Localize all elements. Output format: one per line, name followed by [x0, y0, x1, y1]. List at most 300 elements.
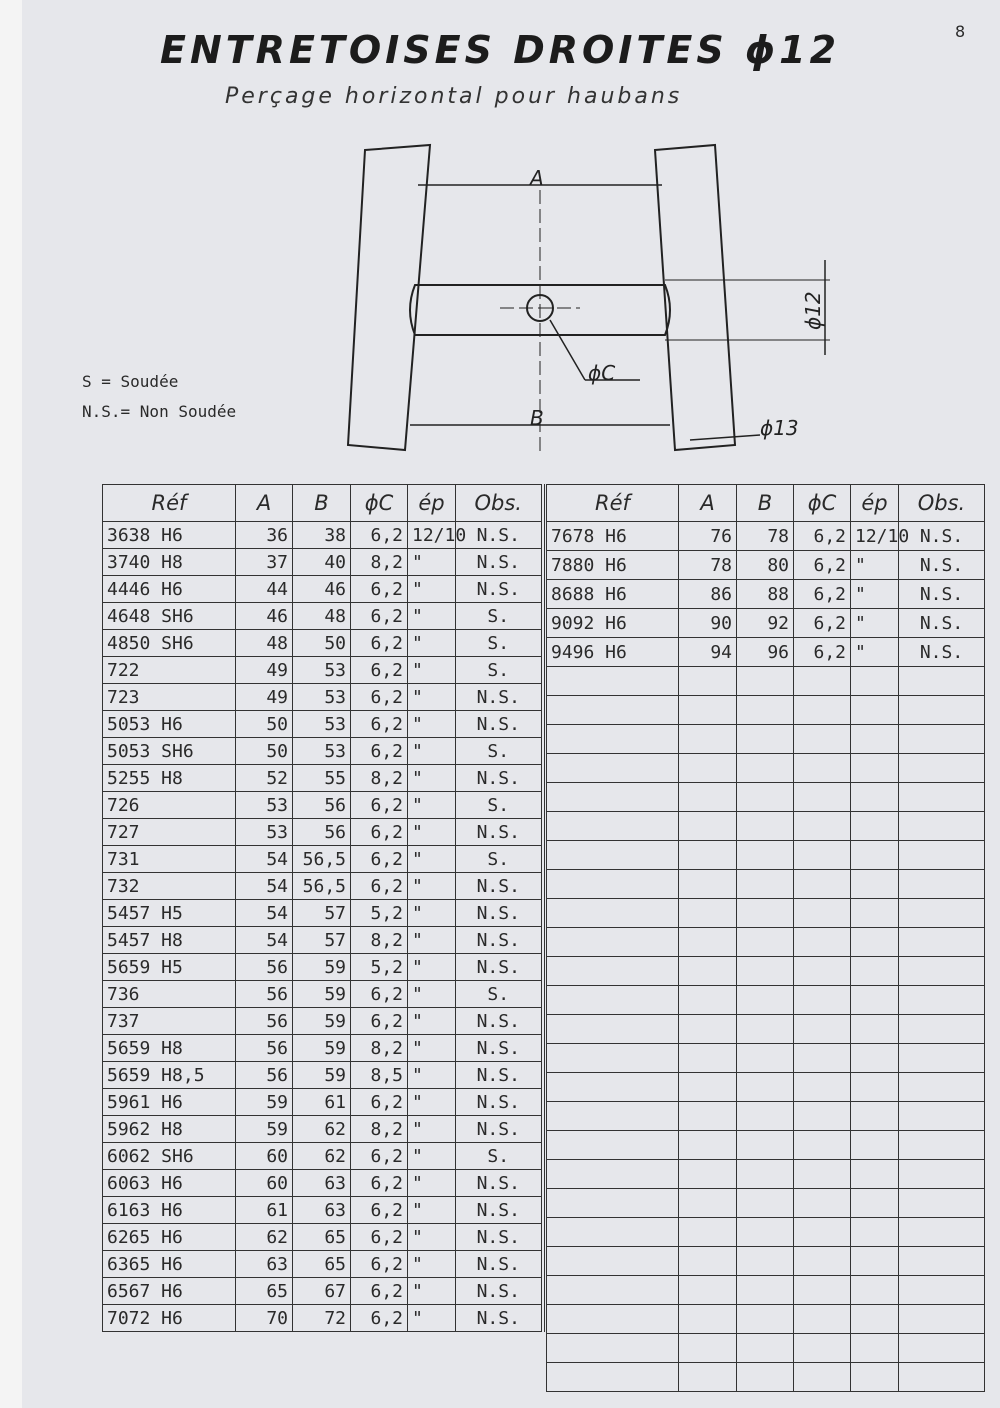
cell-a: 56 — [236, 954, 293, 981]
cell-phi-c: 6,2 — [351, 738, 408, 765]
cell-ref: 723 — [103, 684, 236, 711]
cell-phi-c — [794, 1073, 851, 1102]
cell-obs: N.S. — [899, 551, 985, 580]
table-row — [547, 696, 985, 725]
cell-b: 78 — [737, 522, 794, 551]
cell-a — [679, 783, 737, 812]
cell-ref: 7880 H6 — [547, 551, 679, 580]
cell-b: 59 — [293, 1035, 351, 1062]
cell-ep: " — [408, 927, 456, 954]
cell-phi-c: 8,2 — [351, 927, 408, 954]
cell-phi-c — [794, 1189, 851, 1218]
cell-phi-c: 6,2 — [794, 580, 851, 609]
cell-ref: 3638 H6 — [103, 522, 236, 549]
cell-phi-c: 6,2 — [351, 1170, 408, 1197]
cell-a: 65 — [236, 1278, 293, 1305]
cell-b — [737, 841, 794, 870]
cell-b — [737, 1015, 794, 1044]
cell-a — [679, 667, 737, 696]
cell-phi-c: 6,2 — [351, 873, 408, 900]
table-row — [103, 1089, 543, 1116]
cell-ep: 12/10 — [851, 522, 899, 551]
cell-ref: 8688 H6 — [547, 580, 679, 609]
cell-obs — [899, 1189, 985, 1218]
cell-phi-c: 5,2 — [351, 900, 408, 927]
cell-a — [679, 1305, 737, 1334]
page-subtitle: Perçage horizontal pour haubans — [225, 84, 683, 109]
table-row — [103, 1278, 543, 1305]
cell-phi-c — [794, 667, 851, 696]
table-row — [103, 765, 543, 792]
cell-ref — [547, 1102, 679, 1131]
table-row — [547, 522, 985, 551]
cell-obs — [899, 870, 985, 899]
cell-a: 50 — [236, 738, 293, 765]
table-row — [547, 609, 985, 638]
cell-b: 59 — [293, 1008, 351, 1035]
cell-b — [737, 667, 794, 696]
cell-phi-c: 8,2 — [351, 1035, 408, 1062]
table-row — [103, 1305, 543, 1332]
table-row — [103, 819, 543, 846]
cell-ref: 732 — [103, 873, 236, 900]
cell-ep — [851, 1189, 899, 1218]
cell-ep — [851, 1218, 899, 1247]
cell-phi-c: 6,2 — [351, 711, 408, 738]
table-row — [547, 1044, 985, 1073]
cell-a: 53 — [236, 819, 293, 846]
cell-a: 59 — [236, 1116, 293, 1143]
cell-a: 60 — [236, 1143, 293, 1170]
spacer-table-right — [546, 484, 985, 1392]
cell-ep: " — [408, 1035, 456, 1062]
cell-ref: 726 — [103, 792, 236, 819]
cell-ep — [851, 1131, 899, 1160]
cell-ref — [547, 1276, 679, 1305]
cell-a: 78 — [679, 551, 737, 580]
cell-a: 70 — [236, 1305, 293, 1332]
cell-b — [737, 1305, 794, 1334]
cell-ep — [851, 870, 899, 899]
table-row — [103, 900, 543, 927]
cell-obs — [899, 783, 985, 812]
cell-obs: N.S. — [456, 765, 543, 792]
cell-b: 40 — [293, 549, 351, 576]
cell-ref: 4648 SH6 — [103, 603, 236, 630]
cell-b: 57 — [293, 927, 351, 954]
cell-obs — [899, 1218, 985, 1247]
cell-b — [737, 783, 794, 812]
header-a: A — [679, 485, 737, 522]
header-ep: ép — [408, 485, 456, 522]
cell-obs: N.S. — [456, 522, 543, 549]
table-row — [547, 725, 985, 754]
cell-ref: 5659 H8 — [103, 1035, 236, 1062]
table-row — [103, 1008, 543, 1035]
cell-ep: " — [408, 1008, 456, 1035]
cell-phi-c: 6,2 — [794, 609, 851, 638]
cell-a — [679, 1218, 737, 1247]
cell-a: 60 — [236, 1170, 293, 1197]
header-ep: ép — [851, 485, 899, 522]
table-row — [103, 1116, 543, 1143]
scan-edge — [0, 0, 22, 1408]
cell-phi-c — [794, 812, 851, 841]
cell-b — [737, 1102, 794, 1131]
cell-phi-c — [794, 1305, 851, 1334]
cell-ref — [547, 1218, 679, 1247]
table-row — [103, 684, 543, 711]
cell-obs — [899, 1102, 985, 1131]
cell-b: 67 — [293, 1278, 351, 1305]
cell-a: 56 — [236, 1062, 293, 1089]
cell-obs: N.S. — [456, 1089, 543, 1116]
cell-b: 56,5 — [293, 846, 351, 873]
cell-b — [737, 899, 794, 928]
table-row — [547, 899, 985, 928]
cell-ref: 6062 SH6 — [103, 1143, 236, 1170]
cell-ep: " — [851, 638, 899, 667]
cell-ref — [547, 725, 679, 754]
cell-obs: N.S. — [899, 638, 985, 667]
cell-phi-c — [794, 1276, 851, 1305]
cell-obs: S. — [456, 603, 543, 630]
cell-phi-c: 8,2 — [351, 549, 408, 576]
cell-ref — [547, 1160, 679, 1189]
cell-ep — [851, 1247, 899, 1276]
cell-ref: 737 — [103, 1008, 236, 1035]
cell-a — [679, 1044, 737, 1073]
cell-a: 53 — [236, 792, 293, 819]
table-row — [103, 927, 543, 954]
cell-obs — [899, 1363, 985, 1392]
cell-a — [679, 696, 737, 725]
cell-a — [679, 1363, 737, 1392]
cell-ref — [547, 1247, 679, 1276]
table-row — [547, 551, 985, 580]
table-row — [103, 1170, 543, 1197]
cell-ep: " — [408, 819, 456, 846]
cell-a — [679, 1276, 737, 1305]
cell-phi-c: 6,2 — [351, 630, 408, 657]
cell-phi-c — [794, 754, 851, 783]
cell-ref: 6163 H6 — [103, 1197, 236, 1224]
cell-ref: 6365 H6 — [103, 1251, 236, 1278]
cell-phi-c — [794, 841, 851, 870]
cell-b — [737, 725, 794, 754]
cell-obs: N.S. — [456, 1170, 543, 1197]
cell-phi-c: 6,2 — [351, 657, 408, 684]
cell-b — [737, 870, 794, 899]
cell-b: 61 — [293, 1089, 351, 1116]
table-row — [103, 576, 543, 603]
cell-ref: 736 — [103, 981, 236, 1008]
cell-ref: 5961 H6 — [103, 1089, 236, 1116]
cell-b: 53 — [293, 711, 351, 738]
cell-phi-c: 6,2 — [351, 522, 408, 549]
table-row — [547, 754, 985, 783]
cell-ref — [547, 754, 679, 783]
cell-phi-c: 6,2 — [351, 1197, 408, 1224]
cell-b: 53 — [293, 738, 351, 765]
cell-obs: N.S. — [899, 609, 985, 638]
cell-b: 38 — [293, 522, 351, 549]
header-ref: Réf — [547, 485, 679, 522]
cell-obs: N.S. — [456, 873, 543, 900]
cell-obs: N.S. — [456, 549, 543, 576]
cell-a — [679, 870, 737, 899]
cell-b: 88 — [737, 580, 794, 609]
cell-b: 63 — [293, 1170, 351, 1197]
cell-phi-c: 6,2 — [351, 1278, 408, 1305]
cell-ep: " — [408, 1251, 456, 1278]
cell-a: 56 — [236, 1008, 293, 1035]
cell-ep — [851, 1044, 899, 1073]
cell-ep: " — [408, 549, 456, 576]
header-phi-c: ϕC — [794, 485, 851, 522]
cell-obs — [899, 1276, 985, 1305]
table-row — [547, 1073, 985, 1102]
cell-ref: 5053 SH6 — [103, 738, 236, 765]
cell-b: 63 — [293, 1197, 351, 1224]
table-row — [103, 738, 543, 765]
cell-ep — [851, 667, 899, 696]
cell-obs: N.S. — [456, 711, 543, 738]
cell-ref: 3740 H8 — [103, 549, 236, 576]
cell-obs — [899, 986, 985, 1015]
table-row — [103, 1035, 543, 1062]
cell-ref — [547, 928, 679, 957]
cell-ref: 5053 H6 — [103, 711, 236, 738]
cell-b: 56 — [293, 792, 351, 819]
cell-ref — [547, 783, 679, 812]
legend-soudee: S = Soudée — [82, 372, 179, 391]
cell-a: 61 — [236, 1197, 293, 1224]
cell-obs: N.S. — [456, 1062, 543, 1089]
cell-ep: " — [408, 1224, 456, 1251]
cell-ep: 12/10 — [408, 522, 456, 549]
cell-b: 55 — [293, 765, 351, 792]
table-row — [547, 1363, 985, 1392]
cell-ep — [851, 1015, 899, 1044]
table-row — [547, 1276, 985, 1305]
cell-b — [737, 1218, 794, 1247]
cell-a — [679, 1015, 737, 1044]
cell-ep: " — [408, 684, 456, 711]
cell-obs — [899, 1131, 985, 1160]
left-tube — [348, 145, 430, 450]
table-row — [103, 981, 543, 1008]
table-row — [103, 954, 543, 981]
cell-b — [737, 1131, 794, 1160]
cell-b: 53 — [293, 684, 351, 711]
table-row — [547, 870, 985, 899]
cell-obs: S. — [456, 738, 543, 765]
cell-a — [679, 957, 737, 986]
cell-obs: N.S. — [456, 1305, 543, 1332]
cell-phi-c — [794, 1160, 851, 1189]
cell-ep — [851, 1102, 899, 1131]
table-row — [547, 841, 985, 870]
cell-obs — [899, 1305, 985, 1334]
cell-obs — [899, 1160, 985, 1189]
table-row — [103, 522, 543, 549]
cell-b — [737, 696, 794, 725]
table-row — [103, 657, 543, 684]
cell-phi-c — [794, 957, 851, 986]
cell-ref — [547, 841, 679, 870]
cell-a: 50 — [236, 711, 293, 738]
table-row — [103, 1197, 543, 1224]
header-obs: Obs. — [899, 485, 985, 522]
cell-phi-c — [794, 1131, 851, 1160]
cell-a — [679, 928, 737, 957]
table-row — [103, 792, 543, 819]
cell-ep: " — [408, 792, 456, 819]
cell-phi-c: 5,2 — [351, 954, 408, 981]
header-a: A — [236, 485, 293, 522]
cell-ep — [851, 725, 899, 754]
cell-phi-c: 6,2 — [794, 551, 851, 580]
cell-b: 80 — [737, 551, 794, 580]
cell-a: 94 — [679, 638, 737, 667]
cell-phi-c: 6,2 — [351, 846, 408, 873]
table-row — [103, 603, 543, 630]
cell-a — [679, 1160, 737, 1189]
cell-b: 59 — [293, 954, 351, 981]
spacer-table-left — [102, 484, 545, 1332]
cell-ep: " — [408, 576, 456, 603]
cell-ep — [851, 1160, 899, 1189]
cell-b: 56 — [293, 819, 351, 846]
cell-a: 36 — [236, 522, 293, 549]
cell-obs: N.S. — [456, 1035, 543, 1062]
cell-obs: N.S. — [456, 1197, 543, 1224]
cell-ep — [851, 928, 899, 957]
cell-obs — [899, 1044, 985, 1073]
cell-ep — [851, 957, 899, 986]
cell-a: 56 — [236, 1035, 293, 1062]
cell-phi-c: 6,2 — [794, 522, 851, 551]
cell-ref — [547, 1334, 679, 1363]
table-row — [103, 549, 543, 576]
cell-obs: N.S. — [456, 1251, 543, 1278]
cell-ep — [851, 841, 899, 870]
cell-b: 48 — [293, 603, 351, 630]
label-b: B — [530, 406, 544, 430]
cell-obs: S. — [456, 846, 543, 873]
cell-ref — [547, 1363, 679, 1392]
cell-ref: 5255 H8 — [103, 765, 236, 792]
cell-ep: " — [408, 846, 456, 873]
cell-ref: 4446 H6 — [103, 576, 236, 603]
cell-b — [737, 1160, 794, 1189]
cell-ref: 5659 H8,5 — [103, 1062, 236, 1089]
cell-phi-c — [794, 1334, 851, 1363]
cell-phi-c — [794, 1218, 851, 1247]
table-row — [103, 873, 543, 900]
cell-b: 62 — [293, 1116, 351, 1143]
table-row — [547, 957, 985, 986]
cell-a: 52 — [236, 765, 293, 792]
cell-obs: N.S. — [456, 1008, 543, 1035]
page-title: ENTRETOISES DROITES ϕ12 — [160, 28, 841, 72]
cell-ep — [851, 754, 899, 783]
cell-a — [679, 1189, 737, 1218]
cell-a — [679, 1131, 737, 1160]
cell-b: 96 — [737, 638, 794, 667]
label-phi-12: ϕ12 — [801, 291, 825, 330]
cell-ref — [547, 1131, 679, 1160]
cell-ep — [851, 1305, 899, 1334]
cell-ref — [547, 1044, 679, 1073]
cell-a — [679, 754, 737, 783]
cell-obs: S. — [456, 630, 543, 657]
cell-b — [737, 986, 794, 1015]
cell-ref — [547, 1189, 679, 1218]
table-row — [547, 1305, 985, 1334]
cell-ref: 4850 SH6 — [103, 630, 236, 657]
header-phi-c: ϕC — [351, 485, 408, 522]
cell-a — [679, 1247, 737, 1276]
table-row — [547, 1015, 985, 1044]
cell-a: 46 — [236, 603, 293, 630]
cell-ref: 5457 H8 — [103, 927, 236, 954]
cell-a — [679, 899, 737, 928]
table-row — [547, 1334, 985, 1363]
table-row — [547, 1102, 985, 1131]
cell-phi-c — [794, 986, 851, 1015]
table-row — [547, 580, 985, 609]
cell-b — [737, 1189, 794, 1218]
cell-ref — [547, 1015, 679, 1044]
cell-ep — [851, 812, 899, 841]
cell-ep: " — [408, 765, 456, 792]
table-row — [103, 846, 543, 873]
cell-ref — [547, 870, 679, 899]
cell-obs: S. — [456, 792, 543, 819]
cell-a — [679, 1334, 737, 1363]
cell-a — [679, 986, 737, 1015]
cell-b: 53 — [293, 657, 351, 684]
cell-obs — [899, 696, 985, 725]
cell-obs — [899, 754, 985, 783]
cell-ep: " — [408, 1089, 456, 1116]
cell-obs: N.S. — [456, 819, 543, 846]
cell-obs — [899, 725, 985, 754]
cell-ep: " — [408, 657, 456, 684]
cell-ep — [851, 1334, 899, 1363]
cell-a — [679, 725, 737, 754]
cell-phi-c: 6,2 — [794, 638, 851, 667]
table-row — [103, 1224, 543, 1251]
cell-b — [737, 812, 794, 841]
cell-ref: 6265 H6 — [103, 1224, 236, 1251]
label-phi-c: ϕC — [588, 361, 616, 385]
cell-obs — [899, 1073, 985, 1102]
cell-ep — [851, 783, 899, 812]
label-a: A — [530, 166, 544, 190]
cell-ref — [547, 667, 679, 696]
cell-a: 63 — [236, 1251, 293, 1278]
cell-a: 54 — [236, 846, 293, 873]
cell-obs: S. — [456, 1143, 543, 1170]
cell-phi-c — [794, 1247, 851, 1276]
table-row — [103, 1251, 543, 1278]
cell-ref: 731 — [103, 846, 236, 873]
cell-obs: N.S. — [456, 900, 543, 927]
cell-phi-c — [794, 870, 851, 899]
